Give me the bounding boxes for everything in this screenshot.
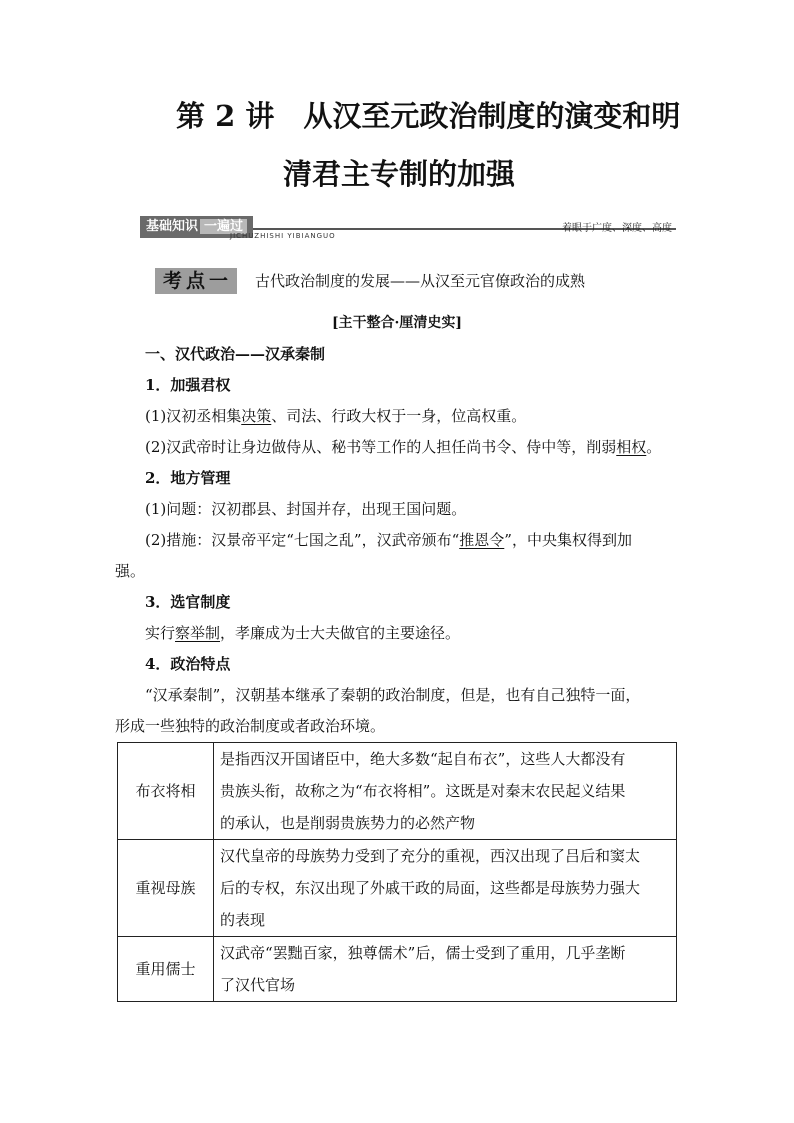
banner-badge-text: 基础知识 bbox=[146, 219, 199, 234]
s4-paragraph-2: 形成一些独特的政治制度或者政治环境。 bbox=[115, 717, 386, 735]
table-row bbox=[118, 937, 677, 1002]
underlined-term: 推恩令 bbox=[459, 531, 505, 549]
s4-paragraph-1: “汉承秦制”，汉朝基本继承了秦朝的政治制度，但是，也有自己独特一面， bbox=[145, 686, 641, 704]
heading-s4: 4．政治特点 bbox=[145, 655, 231, 673]
table-value bbox=[214, 743, 677, 840]
table-line: 汉武帝“罢黜百家，独尊儒术”后，儒士受到了重用，几乎垄断 bbox=[220, 944, 626, 962]
text: ”，中央集权得到加 bbox=[504, 531, 632, 549]
lesson-title-line2: 清君主专制的加强 bbox=[283, 157, 516, 191]
s2-paragraph-2-cont: 强。 bbox=[115, 562, 146, 580]
section-tag: [主干整合·厘清史实] bbox=[331, 315, 463, 331]
s1-paragraph-2 bbox=[145, 436, 661, 458]
table-line: 贵族头衔，故称之为“布衣将相”。这既是对秦末农民起义结果 bbox=[220, 782, 626, 800]
heading-s3: 3．选官制度 bbox=[145, 593, 231, 611]
lesson-title-line1: 第 2 讲 从汉至元政治制度的演变和明 bbox=[176, 99, 681, 133]
s3-paragraph-1 bbox=[145, 622, 460, 644]
banner-tagline: 着眼于广度、深度、高度 bbox=[562, 223, 672, 234]
table-row bbox=[118, 840, 677, 937]
s2-paragraph-2 bbox=[145, 529, 632, 551]
heading-s1: 1．加强君权 bbox=[145, 376, 231, 394]
text: (1)汉初丞相集 bbox=[145, 407, 242, 425]
table-line: 了汉代官场 bbox=[220, 976, 296, 994]
table-line: 是指西汉开国诸臣中，绝大多数“起自布衣”，这些人大都没有 bbox=[220, 750, 626, 768]
table-key: 重用儒士 bbox=[118, 937, 214, 1002]
text: 、司法、行政大权于一身，位高权重。 bbox=[271, 407, 527, 425]
underlined-term: 察举制 bbox=[175, 624, 221, 642]
table-line: 汉代皇帝的母族势力受到了充分的重视，西汉出现了吕后和窦太 bbox=[220, 847, 641, 865]
text: ，孝廉成为士大夫做官的主要途径。 bbox=[220, 624, 461, 642]
text: 。 bbox=[646, 438, 662, 456]
features-table bbox=[117, 742, 677, 1002]
banner-pinyin: JICHUZHISHI YIBIANGUO bbox=[230, 232, 336, 240]
table-value bbox=[214, 840, 677, 937]
text: (2)措施：汉景帝平定“七国之乱”，汉武帝颁布“ bbox=[145, 531, 460, 549]
section-banner bbox=[140, 216, 676, 246]
underlined-term: 相权 bbox=[616, 438, 647, 456]
table-row bbox=[118, 743, 677, 840]
kaodian-label: 考点一 bbox=[163, 270, 233, 292]
table-line: 后的专权，东汉出现了外戚干政的局面，这些都是母族势力强大 bbox=[220, 879, 641, 897]
table-line: 的承认，也是削弱贵族势力的必然产物 bbox=[220, 814, 476, 832]
heading-h1: 一、汉代政治——汉承秦制 bbox=[145, 345, 326, 363]
kaodian-title: 古代政治制度的发展——从汉至元官僚政治的成熟 bbox=[255, 272, 586, 290]
table-key: 重视母族 bbox=[118, 840, 214, 937]
kaodian-badge bbox=[155, 268, 237, 294]
table-value bbox=[214, 937, 677, 1002]
text: 实行 bbox=[145, 624, 176, 642]
s1-paragraph-1 bbox=[145, 405, 526, 427]
table-line: 的表现 bbox=[220, 911, 266, 929]
underlined-term: 决策 bbox=[241, 407, 272, 425]
table-key: 布衣将相 bbox=[118, 743, 214, 840]
s2-paragraph-1: (1)问题：汉初郡县、封国并存，出现王国问题。 bbox=[145, 500, 467, 518]
heading-s2: 2．地方管理 bbox=[145, 469, 231, 487]
text: (2)汉武帝时让身边做侍从、秘书等工作的人担任尚书令、侍中等，削弱 bbox=[145, 438, 617, 456]
banner-badge-suffix: 一遍过 bbox=[200, 219, 247, 234]
